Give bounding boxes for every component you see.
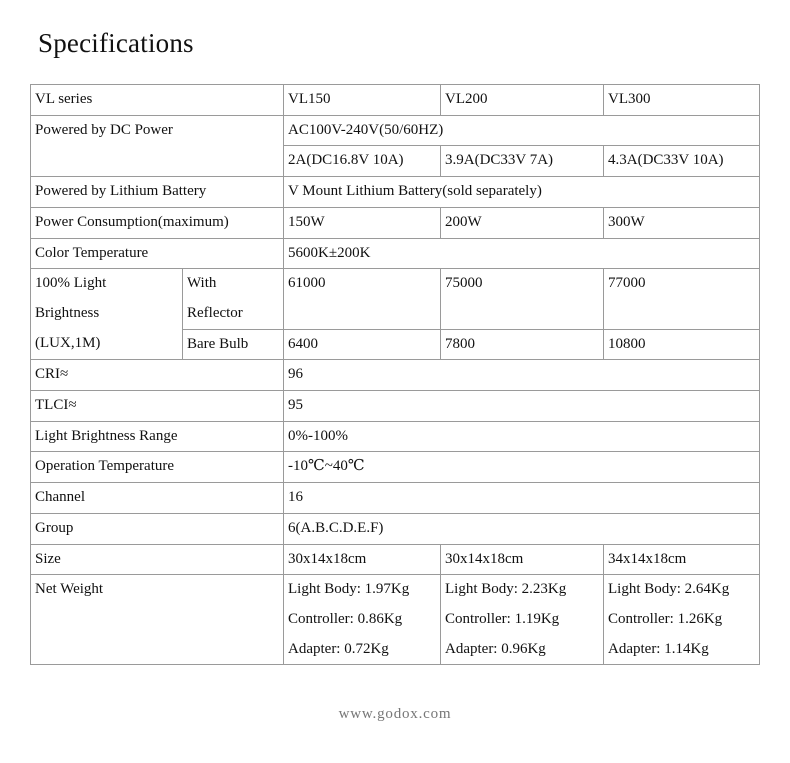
cell-value: 75000 xyxy=(441,269,604,329)
row-label-brightness xyxy=(31,269,183,360)
table-row xyxy=(31,483,760,514)
website-footer: www.godox.com xyxy=(338,706,452,722)
model-header: VL300 xyxy=(604,85,760,116)
cell-value: AC100V-240V(50/60HZ) xyxy=(284,115,760,146)
cell-value: 0%-100% xyxy=(284,421,760,452)
weight-line: Light Body: 1.97Kg xyxy=(288,581,410,598)
model-header: VL150 xyxy=(284,85,441,116)
weight-line: Light Body: 2.23Kg xyxy=(445,581,567,598)
table-row xyxy=(31,115,760,146)
cell-value: 95 xyxy=(284,391,760,422)
row-label: TLCI≈ xyxy=(31,391,284,422)
table-row xyxy=(31,360,760,391)
spec-table xyxy=(30,84,760,665)
weight-line: Adapter: 0.96Kg xyxy=(445,640,546,657)
sub-label-reflector xyxy=(183,269,284,329)
weight-line: Adapter: 0.72Kg xyxy=(288,640,389,657)
model-header: VL200 xyxy=(441,85,604,116)
sub-label-bare-bulb: Bare Bulb xyxy=(183,329,284,360)
cell-value: 6(A.B.C.D.E.F) xyxy=(284,513,760,544)
table-row xyxy=(31,238,760,269)
weight-line: Controller: 1.26Kg xyxy=(608,610,723,627)
row-label: Power Consumption(maximum) xyxy=(31,207,284,238)
cell-value: 30x14x18cm xyxy=(284,544,441,575)
table-row xyxy=(31,421,760,452)
row-label: CRI≈ xyxy=(31,360,284,391)
cell-value: 16 xyxy=(284,483,760,514)
cell-value: 61000 xyxy=(284,269,441,329)
row-label: Size xyxy=(31,544,284,575)
weight-line: Adapter: 1.14Kg xyxy=(608,640,709,657)
weight-line: Light Body: 2.64Kg xyxy=(608,581,730,598)
weight-line: Controller: 1.19Kg xyxy=(445,610,560,627)
row-label: Operation Temperature xyxy=(31,452,284,483)
table-row xyxy=(31,575,760,665)
cell-value: 300W xyxy=(604,207,760,238)
weight-cell xyxy=(441,575,604,665)
cell-value: 3.9A(DC33V 7A) xyxy=(441,146,604,177)
row-label: Group xyxy=(31,513,284,544)
cell-value: 77000 xyxy=(604,269,760,329)
cell-value: 5600K±200K xyxy=(284,238,760,269)
table-row xyxy=(31,391,760,422)
label-line: Reflector xyxy=(187,304,243,321)
row-label: VL series xyxy=(31,85,284,116)
row-label: Color Temperature xyxy=(31,238,284,269)
cell-value: 150W xyxy=(284,207,441,238)
weight-cell xyxy=(284,575,441,665)
weight-line: Controller: 0.86Kg xyxy=(288,610,403,627)
cell-value: 7800 xyxy=(441,329,604,360)
row-label: Light Brightness Range xyxy=(31,421,284,452)
table-row xyxy=(31,207,760,238)
weight-cell xyxy=(604,575,760,665)
table-row xyxy=(31,177,760,208)
row-label: Channel xyxy=(31,483,284,514)
label-line: (LUX,1M) xyxy=(35,334,101,351)
page-title: Specifications xyxy=(38,28,194,58)
label-line: With xyxy=(187,275,217,292)
table-row xyxy=(31,85,760,116)
cell-value: 10800 xyxy=(604,329,760,360)
cell-value: 4.3A(DC33V 10A) xyxy=(604,146,760,177)
table-row xyxy=(31,269,760,329)
table-row xyxy=(31,513,760,544)
cell-value: 30x14x18cm xyxy=(441,544,604,575)
cell-value: V Mount Lithium Battery(sold separately) xyxy=(284,177,760,208)
cell-value: 96 xyxy=(284,360,760,391)
row-label: Powered by DC Power xyxy=(31,115,284,176)
row-label: Net Weight xyxy=(31,575,284,665)
cell-value: 34x14x18cm xyxy=(604,544,760,575)
cell-value: 6400 xyxy=(284,329,441,360)
cell-value: -10℃~40℃ xyxy=(284,452,760,483)
label-line: Brightness xyxy=(35,304,100,321)
cell-value: 2A(DC16.8V 10A) xyxy=(284,146,441,177)
label-line: 100% Light xyxy=(35,275,107,292)
table-row xyxy=(31,544,760,575)
cell-value: 200W xyxy=(441,207,604,238)
row-label: Powered by Lithium Battery xyxy=(31,177,284,208)
table-row xyxy=(31,452,760,483)
